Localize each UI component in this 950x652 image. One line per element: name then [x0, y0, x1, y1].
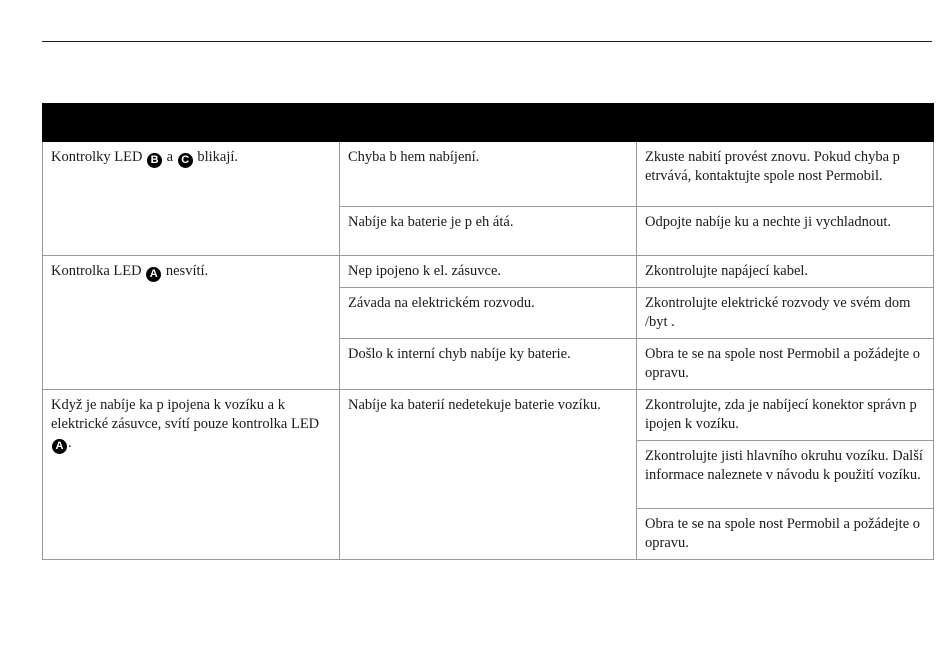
problem-text: a	[163, 149, 177, 165]
header-cause	[340, 104, 637, 142]
action-cell: Zkontrolujte, zda je nabíjecí konektor správn p ipojen k vozíku.	[637, 390, 934, 441]
problem-text: Když je nabíje ka p ipojena k vozíku a k elektrické zásuvce, svítí pouze kontrolka LED	[51, 397, 320, 432]
cause-cell: Závada na elektrickém rozvodu.	[340, 288, 637, 339]
action-cell: Obra te se na spole nost Permobil a požádejte o opravu.	[637, 509, 934, 560]
cause-cell: Došlo k interní chyb nabíje ky baterie.	[340, 339, 637, 390]
header-action	[637, 104, 934, 142]
header-problem	[43, 104, 340, 142]
led-b-icon: B	[147, 153, 162, 168]
action-cell: Zkontrolujte jisti hlavního okruhu vozíku. Další informace naleznete v návodu k použití vozíku.	[637, 441, 934, 509]
cause-cell: Nep ipojeno k el. zásuvce.	[340, 256, 637, 288]
problem-cell	[43, 390, 340, 560]
led-c-icon: C	[178, 153, 193, 168]
problem-text: Kontrolky LED	[51, 149, 147, 165]
action-cell: Zkontrolujte elektrické rozvody ve svém dom /byt .	[637, 288, 934, 339]
top-rule	[42, 41, 932, 42]
led-a-icon: A	[52, 439, 67, 454]
problem-text: blikají.	[193, 149, 239, 165]
table-row	[43, 256, 934, 288]
problem-cell	[43, 256, 340, 390]
table-header	[43, 104, 934, 142]
troubleshooting-table	[42, 103, 934, 560]
action-cell: Zkontrolujte napájecí kabel.	[637, 256, 934, 288]
table-row	[43, 142, 934, 207]
problem-text: .	[68, 435, 72, 451]
action-cell: Obra te se na spole nost Permobil a požádejte o opravu.	[637, 339, 934, 390]
problem-text: Kontrolka LED	[51, 263, 146, 279]
table-row	[43, 390, 934, 441]
action-cell: Odpojte nabíje ku a nechte ji vychladnout.	[637, 207, 934, 256]
cause-cell: Chyba b hem nabíjení.	[340, 142, 637, 207]
problem-cell	[43, 142, 340, 256]
action-cell: Zkuste nabití provést znovu. Pokud chyba p etrvává, kontaktujte spole nost Permobil.	[637, 142, 934, 207]
cause-cell: Nabíje ka baterie je p eh átá.	[340, 207, 637, 256]
led-a-icon: A	[146, 267, 161, 282]
problem-text: nesvítí.	[162, 263, 209, 279]
cause-cell: Nabíje ka baterií nedetekuje baterie vozíku.	[340, 390, 637, 560]
